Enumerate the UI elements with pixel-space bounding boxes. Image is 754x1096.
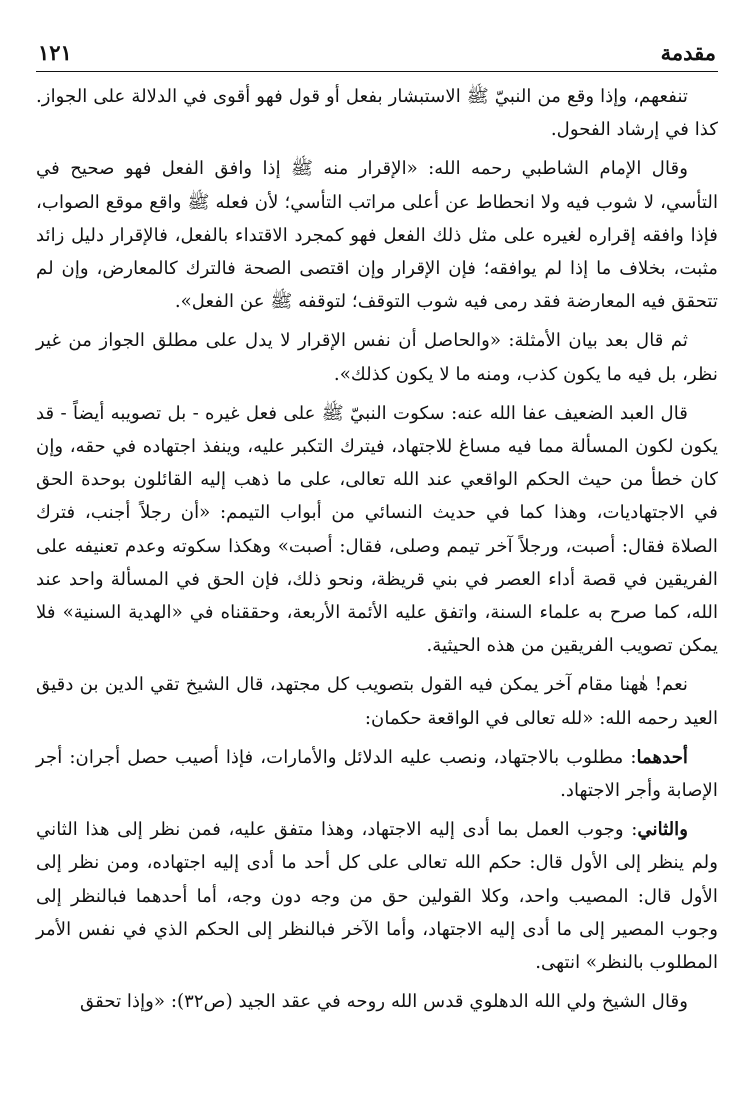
paragraph-2	[36, 152, 718, 318]
term-first: أحدهما	[636, 746, 688, 768]
page-header	[36, 40, 718, 71]
paragraph-7	[36, 813, 718, 979]
paragraph-text: : مطلوب بالاجتهاد، ونصب عليه الدلائل والأمارات، فإذا أصيب حصل أجران: أجر الإصابة وأجر الاجتهاد.	[36, 746, 718, 802]
paragraph-3	[36, 324, 718, 390]
paragraph-4	[36, 397, 718, 663]
header-rule	[36, 71, 718, 72]
paragraph-5	[36, 668, 718, 734]
paragraph-text: قال العبد الضعيف عفا الله عنه: سكوت النبيّ ﷺ على فعل غيره - بل تصويبه أيضاً - قد يكون لكون المسألة مما فيه مساغ للاجتهاد، فيترك التكبر عليه، وينفذ اجتهاده في حقه، وإن كان خطأ من حيث الحكم الواقعي عند الله تعالى، على ما ذهب إليه القائلون بوحدة الحق في الاجتهاديات، وهذا كما في حديث النسائي من أبواب التيمم: «أن رجلاً أجنب، فترك الصلاة فقال: أصبت، ورجلاً آخر تيمم وصلى، فقال: أصبت» وهكذا سكوته وعدم تعنيفه على الفريقين في قصة أداء العصر في بني قريظة، ونحو ذلك، فإن الحق في المسألة واحد عند الله، كما صرح به علماء السنة، واتفق عليه الأئمة الأربعة، وحققناه في «الهدية السنية» فلا يمكن تصويب الفريقين من هذه الحيثية.	[36, 402, 718, 657]
term-second: والثاني	[637, 819, 688, 841]
paragraph-text: وقال الشيخ ولي الله الدهلوي قدس الله روحه في عقد الجيد (ص٣٢): «وإذا تحقق	[79, 991, 688, 1013]
page-number: ١٢١	[38, 40, 72, 65]
page-body	[36, 80, 718, 1018]
paragraph-1	[36, 80, 718, 146]
paragraph-text: وقال الإمام الشاطبي رحمه الله: «الإقرار منه ﷺ إذا وافق الفعل فهو صحيح في التأسي، لا شوب فيه ولا انحطاط عن أعلى مراتب التأسي؛ لأن فعله ﷺ واقع موقع الصواب، فإذا وافقه إقراره لغيره على مثل ذلك الفعل فهو كمجرد الاقتداء بالفعل، فالإقرار دليل زائد مثبت، بخلاف ما إذا لم يوافقه؛ فإن الإقرار وإن اقتصى الصحة فالترك كالمعارض، وإن لم تتحقق فيه المعارضة فقد رمى فيه شوب التوقف؛ لتوقفه ﷺ عن الفعل».	[36, 158, 718, 313]
paragraph-6	[36, 741, 718, 807]
paragraph-text: ثم قال بعد بيان الأمثلة: «والحاصل أن نفس الإقرار لا يدل على مطلق الجواز من غير نظر، بل فيه ما يكون كذب، ومنه ما لا يكون كذلك».	[36, 330, 718, 385]
paragraph-text: : وجوب العمل بما أدى إليه الاجتهاد، وهذا متفق عليه، فمن نظر إلى هذا الثاني ولم ينظر إلى الأول قال: حكم الله تعالى على كل أحد ما أدى إليه اجتهاده، ومن نظر إلى الأول قال: المصيب واحد، وكلا القولين حق من وجه دون وجه، أما أحدهما فبالنظر إلى وجوب المصير إلى ما أدى إليه الاجتهاد، وأما الآخر فبالنظر إلى الحكم الذي في نفس الأمر المطلوب بالنظر» انتهى.	[36, 819, 718, 974]
paragraph-text: نعم! هٰهنا مقام آخر يمكن فيه القول بتصويب كل مجتهد، قال الشيخ تقي الدين بن دقيق العيد رحمه الله: «لله تعالى في الواقعة حكمان:	[36, 674, 718, 729]
paragraph-8	[36, 985, 718, 1018]
paragraph-text: تنفعهم، وإذا وقع من النبيّ ﷺ الاستبشار بفعل أو قول فهو أقوى في الدلالة على الجواز. كذا في إرشاد الفحول.	[36, 86, 718, 141]
section-title: مقدمة	[660, 40, 716, 65]
